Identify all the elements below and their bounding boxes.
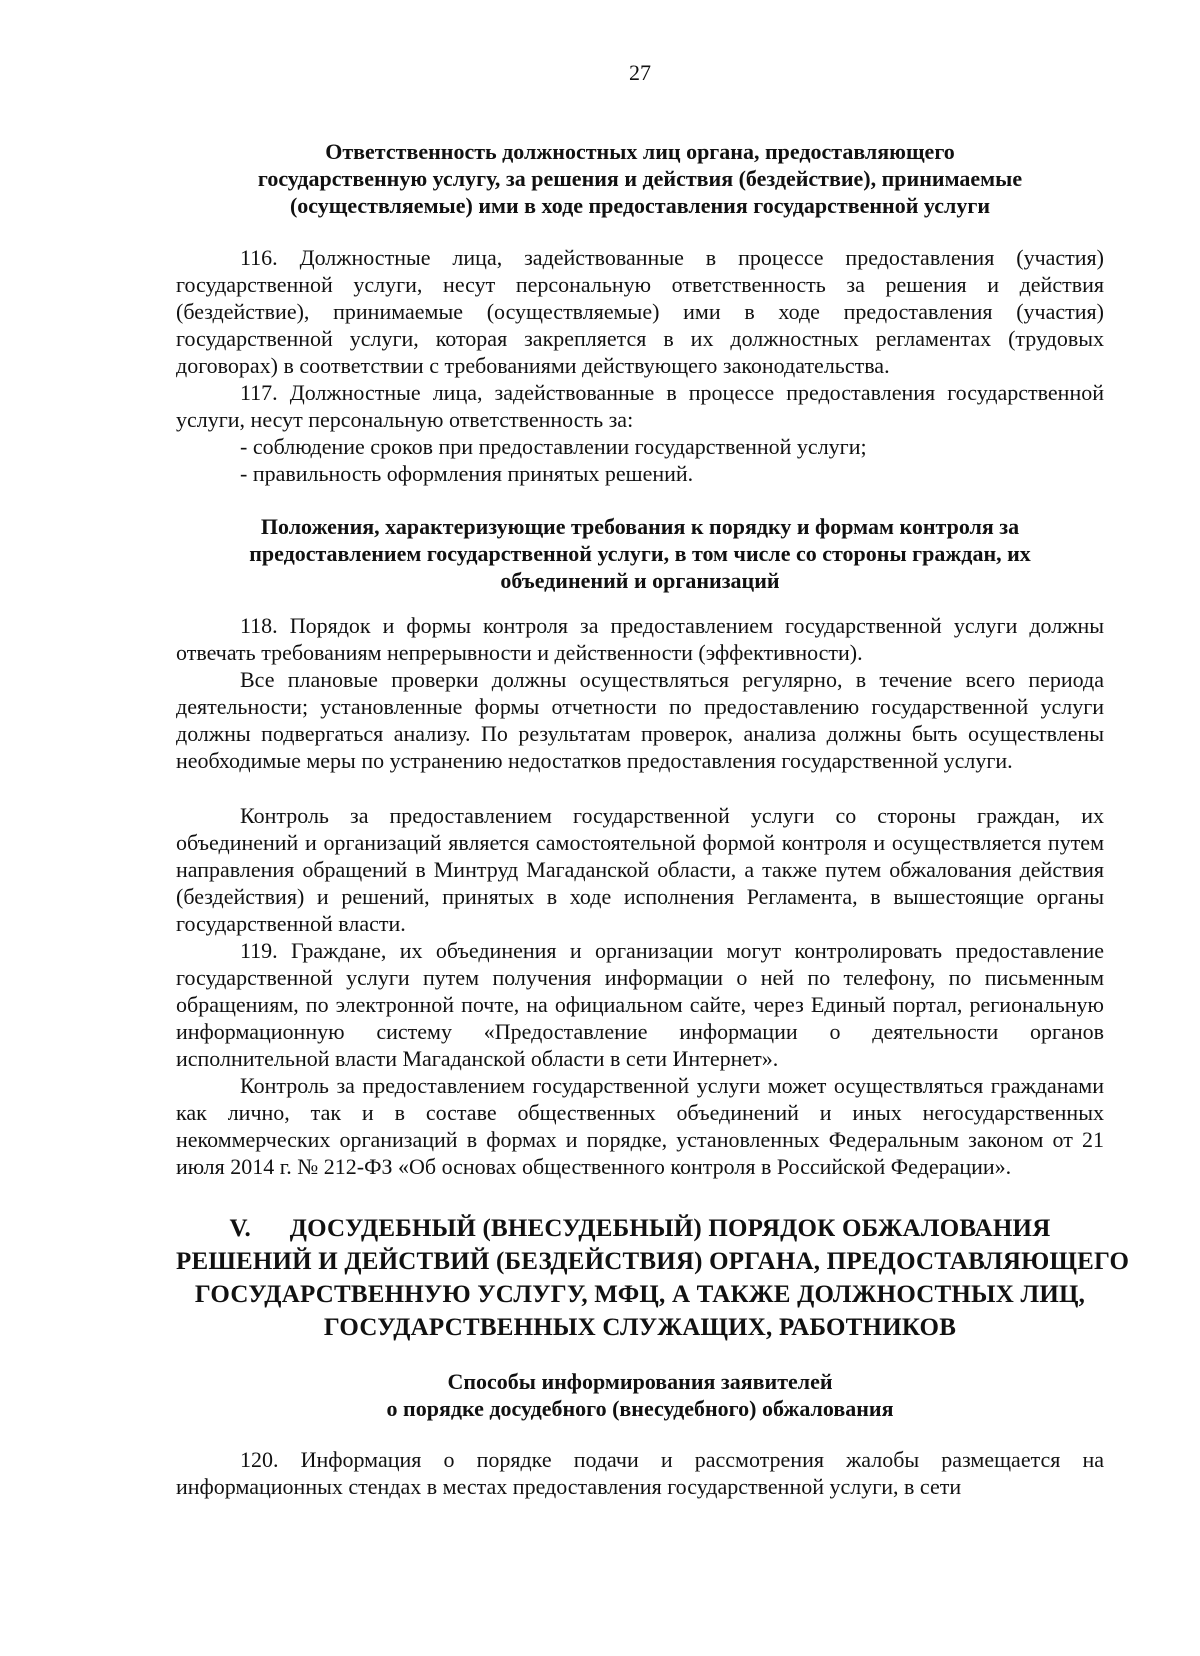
paragraph-117: 117. Должностные лица, задействованные в процессе предоставления государственной услуги, несут персональную ответственность за: [176, 380, 1104, 432]
section-title-line: V. ДОСУДЕБНЫЙ (ВНЕСУДЕБНЫЙ) ПОРЯДОК ОБЖАЛОВАНИЯ [229, 1215, 1051, 1242]
paragraph-118-b: Все плановые проверки должны осуществляться регулярно, в течение всего периода деятельности; установленные формы отчетности по предоставлению государственной услуги должны подвергаться анализу. По результатам проверок, анализа должны быть осуществлены необходимые меры по устранению недостатков предоставления государственной услуги. [176, 667, 1104, 773]
heading-line: объединений и организаций [500, 568, 780, 593]
section-title-line: ГОСУДАРСТВЕННЫХ СЛУЖАЩИХ, РАБОТНИКОВ [323, 1314, 957, 1341]
paragraph-118-c: Контроль за предоставлением государственной услуги со стороны граждан, их объединений и организаций является самостоятельной формой контроля и осуществляется путем направления обращений в Минтруд Магаданской области, а также путем обжалования действия (бездействия) и решений, принятых в ходе исполнения Регламента, в вышестоящие органы государственной власти. [176, 803, 1104, 936]
section-title-line: ГОСУДАРСТВЕННУЮ УСЛУГУ, МФЦ, А ТАКЖЕ ДОЛЖНОСТНЫХ ЛИЦ, [194, 1281, 1086, 1308]
paragraph-119: 119. Граждане, их объединения и организации могут контролировать предоставление государственной услуги путем получения информации о ней по телефону, по письменным обращениям, по электронной почте, на официальном сайте, через Единый портал, региональную информационную систему «Предоставление информации о деятельности органов исполнительной власти Магаданской области в сети Интернет». [176, 938, 1104, 1071]
paragraph-120: 120. Информация о порядке подачи и рассмотрения жалобы размещается на информационных стендах в местах предоставления государственной услуги, в сети [176, 1447, 1104, 1499]
section-v-title [176, 1212, 1130, 1344]
heading-line: предоставлением государственной услуги, в том числе со стороны граждан, их [249, 541, 1031, 566]
page-number: 27 [629, 60, 651, 85]
heading-control [176, 513, 1104, 594]
heading-responsibility [176, 138, 1104, 219]
heading-line: государственную услугу, за решения и действия (бездействие), принимаемые [257, 166, 1023, 191]
section-title-line: РЕШЕНИЙ И ДЕЙСТВИЙ (БЕЗДЕЙСТВИЯ) ОРГАНА, ПРЕДОСТАВЛЯЮЩЕГО [176, 1248, 1130, 1275]
paragraph-119-b: Контроль за предоставлением государственной услуги может осуществляться гражданами как лично, так и в составе общественных объединений и иных негосударственных некоммерческих организаций в формах и порядке, установленных Федеральным законом от 21 июля 2014 г. № 212-ФЗ «Об основах общественного контроля в Российской Федерации». [176, 1073, 1104, 1179]
list-item: - правильность оформления принятых решений. [240, 461, 694, 486]
heading-line: Способы информирования заявителей [447, 1369, 833, 1394]
list-item: - соблюдение сроков при предоставлении государственной услуги; [240, 434, 867, 459]
heading-informing [176, 1368, 1104, 1422]
paragraph-118: 118. Порядок и формы контроля за предоставлением государственной услуги должны отвечать требованиям непрерывности и действенности (эффективности). [176, 613, 1104, 665]
paragraph-116: 116. Должностные лица, задействованные в процессе предоставления (участия) государственной услуги, несут персональную ответственность за решения и действия (бездействие), принимаемые (осуществляемые) ими в ходе предоставления (участия) государственной услуги, которая закрепляется в их должностных регламентах (трудовых договорах) в соответствии с требованиями действующего законодательства. [176, 245, 1104, 378]
heading-line: Ответственность должностных лиц органа, предоставляющего [325, 139, 955, 164]
heading-line: Положения, характеризующие требования к порядку и формам контроля за [260, 514, 1020, 539]
heading-line: о порядке досудебного (внесудебного) обжалования [386, 1396, 894, 1421]
heading-line: (осуществляемые) ими в ходе предоставления государственной услуги [289, 193, 990, 218]
